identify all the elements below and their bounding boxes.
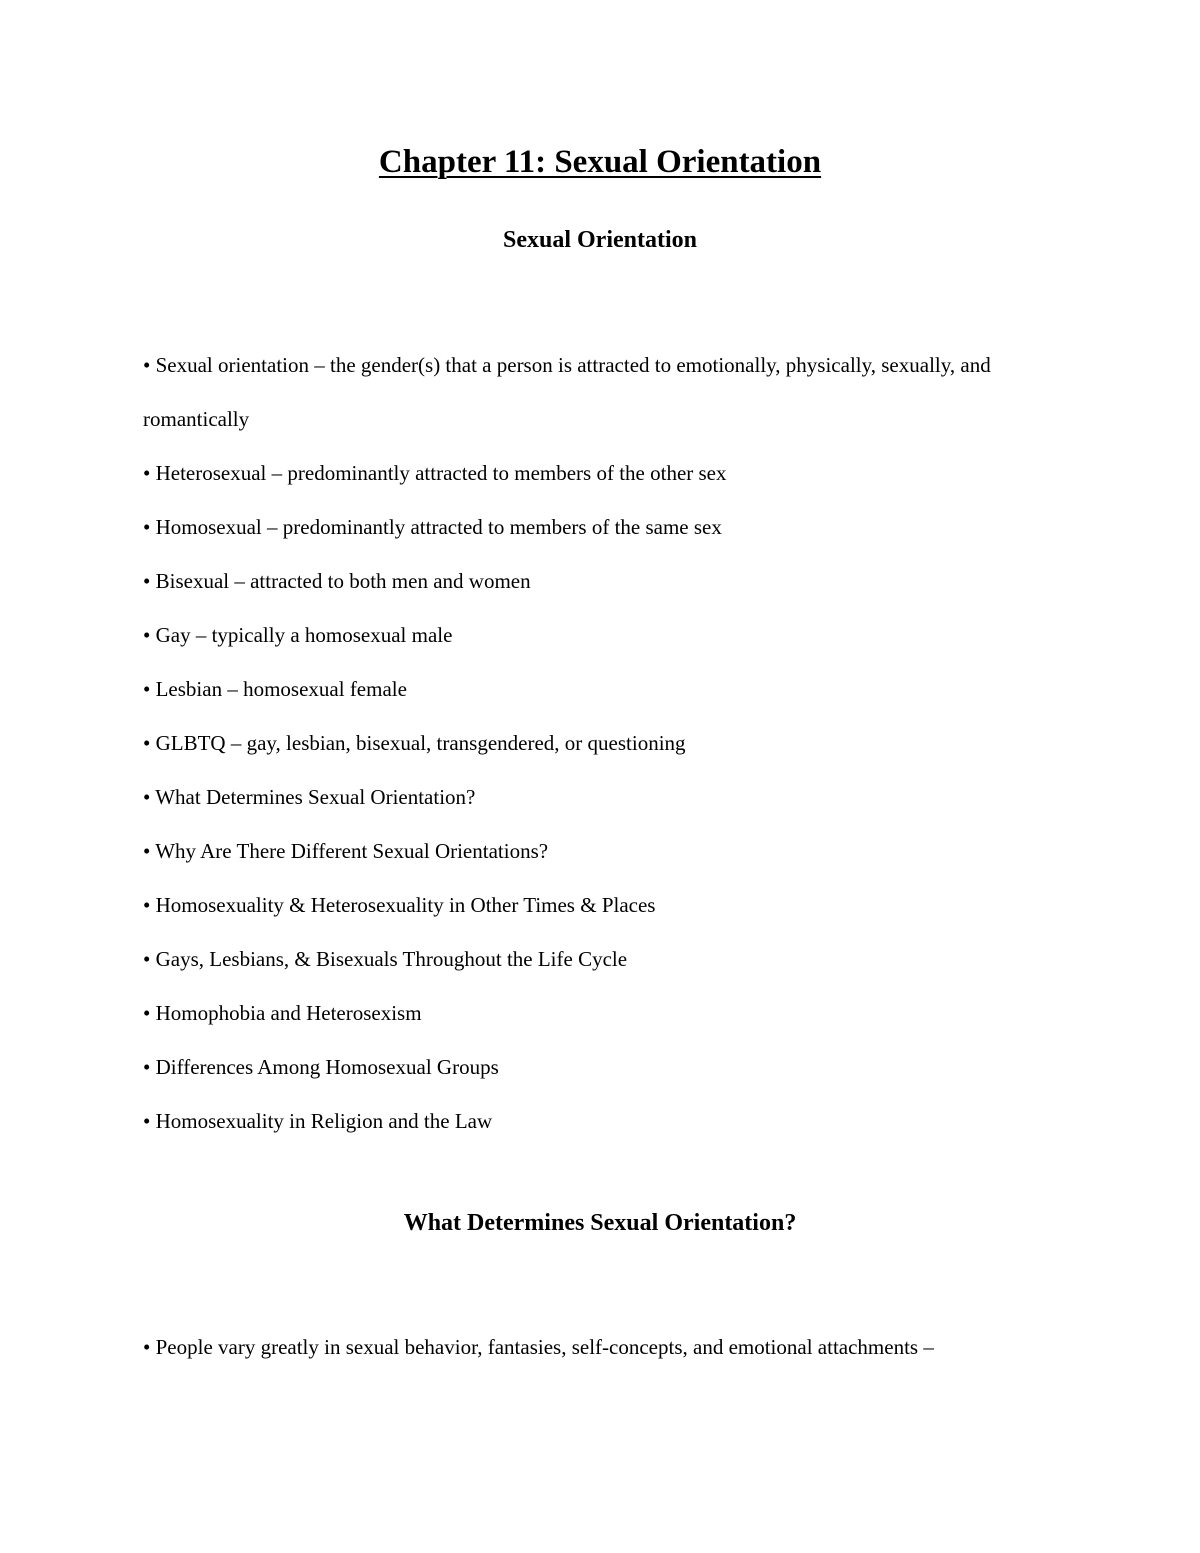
bullet-list-sexual-orientation [143,338,1083,1148]
list-item [143,1320,1083,1374]
list-item [143,554,1083,608]
list-item-text: Differences Among Homosexual Groups [155,1055,499,1079]
list-item-text: Homophobia and Heterosexism [155,1001,422,1025]
list-item-text: Gays, Lesbians, & Bisexuals Throughout the Life Cycle [155,947,628,971]
list-item [143,824,1083,878]
list-item [143,608,1083,662]
list-item [143,716,1083,770]
section-heading-sexual-orientation: Sexual Orientation [502,227,697,253]
bullet-icon: • [143,1055,151,1079]
list-item-text: Bisexual – attracted to both men and women [155,569,531,593]
list-item-text: Sexual orientation – the gender(s) that a person is attracted to emotionally, physically, sexually, and romantically [143,353,991,431]
bullet-icon: • [143,1109,151,1133]
list-item-text: Lesbian – homosexual female [155,677,407,701]
bullet-list-what-determines [143,1320,1083,1374]
list-item [143,932,1083,986]
list-item [143,446,1083,500]
section-heading-what-determines: What Determines Sexual Orientation? [403,1210,797,1236]
bullet-icon: • [143,839,151,863]
bullet-icon: • [143,731,151,755]
list-item-text: Gay – typically a homosexual male [155,623,453,647]
list-item-text: Homosexuality in Religion and the Law [155,1109,493,1133]
list-item [143,986,1083,1040]
list-item-text: Homosexuality & Heterosexuality in Other Times & Places [155,893,656,917]
list-item [143,878,1083,932]
list-item-text: GLBTQ – gay, lesbian, bisexual, transgendered, or questioning [155,731,686,755]
bullet-icon: • [143,677,151,701]
bullet-icon: • [143,353,151,377]
list-item [143,338,1083,446]
list-item-text: Homosexual – predominantly attracted to members of the same sex [155,515,722,539]
list-item [143,1040,1083,1094]
bullet-icon: • [143,947,151,971]
bullet-icon: • [143,515,151,539]
list-item-text: What Determines Sexual Orientation? [155,785,476,809]
list-item [143,662,1083,716]
list-item-text: Why Are There Different Sexual Orientations? [155,839,549,863]
bullet-icon: • [143,569,151,593]
bullet-icon: • [143,623,151,647]
list-item-text: People vary greatly in sexual behavior, fantasies, self-concepts, and emotional attachments – [155,1335,934,1359]
bullet-icon: • [143,1001,151,1025]
chapter-title: Chapter 11: Sexual Orientation [378,144,822,180]
list-item [143,500,1083,554]
list-item [143,1094,1083,1148]
bullet-icon: • [143,785,151,809]
list-item [143,770,1083,824]
list-item-text: Heterosexual – predominantly attracted to members of the other sex [155,461,727,485]
bullet-icon: • [143,461,151,485]
bullet-icon: • [143,893,151,917]
bullet-icon: • [143,1335,151,1359]
